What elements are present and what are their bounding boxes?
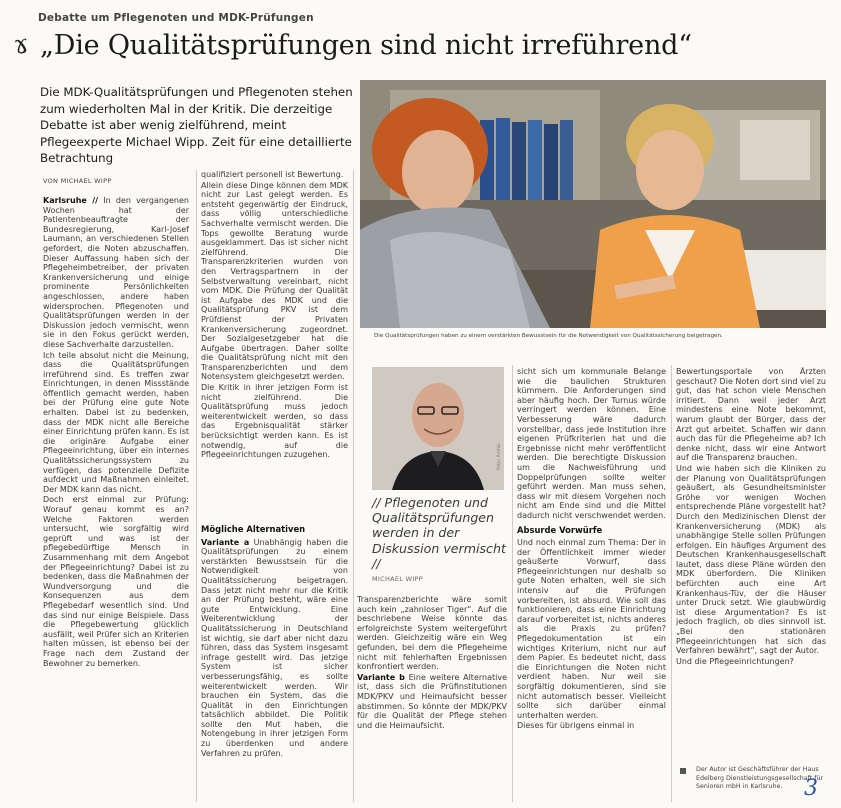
article-paragraph: Die Kritik in ihrer jetzigen Form ist nicht zielführend. Die Qualitätsprüfung muss jedoch weiterentwickelt werden, so dass das Ergebnisqualität stärker berücksichtigt werden kann. Es ist notwendig, auf die Pflegeeinrichtungen zuzugehen. [201,383,348,460]
photo-caption: Die Qualitätsprüfungen haben zu einem verstärkten Bewusstsein für die Notwendigkeit von Qualitätssicherung beigetragen. [374,333,723,339]
article-paragraph: Und wie haben sich die Kliniken zu der Planung von Qualitätsprüfungen geäußert, als Gesundheitsminister Gröhe vor wenigen Wochen entsprechende Pläne vorgestellt hat? Durch den Medizinischen Dienst der Krankenversicherung (MDK) als unabhängige Stelle sollen Prüfungen erfolgen. Ein häufiges Argument des Deutschen Krankenhausgesellschaft lautet, dass diese Pläne würden den MDK überfordern. Die Kliniken befürchten auch eine Art Krankenhaus-Tüv, der die Häuser unter Druck setzt. Wie glaubwürdig ist diese Argumentation? Es ist jedoch fraglich, ob dies sinnvoll ist. „Bei den stationären Pflegeeinrichtungen hat sich das Verfahren bewährt“, sagt der Autor. [676,463,826,656]
article-paragraph: sicht sich um kommunale Belange wie die baulichen Strukturen kümmern. Die Anforderungen sind aber häufig hoch. Der Turnus würde verringert werden können. Eine Verbesserung wäre dadurch vorstellbar, dass jede Institution ihre eigenen Prüfkriterien hat und die Ergebnisse nicht mehr veröffentlicht werden. Die berechtigte Diskussion um die Nachweisführung und Doppelprüfungen sollte weiter geführt werden. Man muss sehen, dass wir mit diesem Vorgehen noch nicht am Ende sind und die Mittel dadurch nicht verschwendet werden. [517,367,666,520]
author-portrait [372,367,504,490]
article-paragraph: Karlsruhe // In den vergangenen Wochen hat der Patientenbeauftragte der Bundesregierung, Karl-Josef Laumann, an verschiedenen Stellen gefordert, die Noten abzuschaffen. Dieser Auffassung haben sich der Pflegeheimbetreiber, der privaten Krankenversicherung und einige prominente Persönlichkeiten angeschlossen, andere haben widersprochen. Pflegenoten und Qualitätsprüfungen werden in der Diskussion jedoch vermischt, wenn sie in den Fokus gerückt werden, diese Sachverhalte darzustellen. [43,196,189,349]
portrait-credit: Foto: Archiv [497,443,502,470]
pull-quote: // Pflegenoten und Qualitätsprüfungen werden in der Diskussion vermischt // [372,495,506,571]
article-column-3 [357,595,507,802]
article-paragraph: Und noch einmal zum Thema: Der in der Öffentlichkeit immer wieder geäußerte Vorwurf, dass Pflegeeinrichtungen nur deshalb so gute Noten erhalten, weil sie sich intensiv auf die Prüfungen vorbereiten, ist absurd. Wie soll das funktionieren, dass eine Einrichtung darauf vorbereitet ist, nichts anderes als die Praxis zu prüfen? Pflegedokumentation ist ein wichtiges Kriterium, nicht nur auf dem Papier. Es bedeutet nicht, dass die Einrichtungen die Noten nicht verdient haben. Nur weil sie sorgfältig dokumentieren, sind sie nicht automatisch besser. Vielleicht sollte sich darüber einmal unterhalten werden. [517,538,666,720]
kicker: Debatte um Pflegenoten und MDK-Prüfungen [38,12,314,24]
column-rule [512,365,513,802]
article-paragraph: Dieses für übrigens einmal in [517,721,635,731]
article-paragraph: Und die Pflegeeinrichtungen? [676,656,794,666]
dateline: Karlsruhe // [43,196,99,205]
byline: VON MICHAEL WIPP [43,177,112,185]
article-column-5 [676,367,826,759]
article-paragraph: Variante b Eine weitere Alternative ist, dass sich die Prüfinstitutionen MDK/PKV und Heimaufsicht besser abstimmen. So könnte der MDK/PKV für die Qualität der Pflege stehen und die Heimaufsicht. [357,672,507,730]
article-paragraph: qualifiziert personell ist Bewertung. [201,170,344,179]
article-column-1 [43,196,189,802]
article-paragraph: Variante a Unabhängig haben die Qualitätsprüfungen zu einem verstärkten Bewusstsein für die Notwendigkeit von Qualitätssicherung beigetragen. Dass jetzt nicht mehr nur die Kritik an der Prüfung besteht, wäre eine gute Entwicklung. Eine Weiterentwicklung der Qualitätssicherung in Deutschland ist wichtig, sie darf aber nicht dazu führen, dass das System insgesamt infrage gestellt wird. Das jetzige System ist sicher verbesserungsfähig, es sollte weiterentwickelt werden. Wir brauchen ein System, das die Qualität in den Einrichtungen tatsächlich abbildet. Die Politik sollte den Mut haben, die Notengebung in ihrer jetzigen Form zu überdenken und andere Verfahren zu prüfen. [201,537,348,758]
bio-marker-icon [680,768,686,774]
article-paragraph: Allein diese Dinge können dem MDK nicht zur Last gelegt werden. Es entsteht gegenwärtig der Eindruck, dass völlig unterschiedliche Sachverhalte vermischt werden. Die Tops gewollte Beratung wurde ausgeklammert. Das ist sicher nicht zielführend. Die Transparenzkriterien wurden von den Vertragspartnern in der Selbstverwaltung vereinbart, nicht vom MDK. Die Prüfung der Qualität ist Aufgabe des MDK und die Qualitätsprüfung PKV ist dem Prüfdienst der Privaten Krankenversicherung zugeordnet. Der Sozialgesetzgeber hat die Aufgabe übertragen. Daher sollte die Qualitätsprüfung nicht mit den Transparenzberichten und dem Notensystem gleichgesetzt werden. [201,180,348,382]
lead-paragraph: Die MDK-Qualitätsprüfungen und Pflegenoten stehen zum wiederholten Mal in der Kritik. Die derzeitige Debatte ist aber wenig zielführend, meint Pflegeexperte Michael Wipp. Zeit für eine detaillierte Betrachtung [40,85,353,165]
subheading: Absurde Vorwürfe [517,524,603,535]
author-portrait-illustration [372,367,504,490]
article-paragraph: Doch erst einmal zur Prüfung: Worauf genau kommt es an? Welche Faktoren werden untersucht, wie sorgfältig wird geprüft und was ist der pflegebedürftige Mensch in Zusammenhang mit dem Angebot der Pflegeeinrichtung? Dabei ist zu bedenken, dass die Maßnahmen der Wundversorgung und die Konsequenzen aus dem Pflegebedarf wesentlich sind. Und das sind nur einige Beispiele. Dass die Pflegebewertung glücklich ausfällt, weil Prüfer sich an Kriterien halten müssen, ist ebenso bei der Frage nach dem Zustand der Bewohner zu bemerken. [43,495,189,668]
subheading: Mögliche Alternativen [201,524,306,534]
headline: „Die Qualitätsprüfungen sind nicht irreführend“ [40,30,692,61]
article-column-4 [517,367,666,802]
article-column-2-continued [201,520,348,775]
article-column-2 [201,170,348,520]
column-rule [353,170,354,802]
column-rule [671,365,672,802]
article-paragraph: Transparenzberichte wäre somit auch kein „zahnloser Tiger“. Auf die beschriebene Weise könnte das erfolgreichste System weitergeführt werden. Gleichzeitig wäre ein Weg gefunden, bei dem die Pflegeheime nicht mit fehlerhaften Ergebnissen konfrontiert werden. [357,595,507,672]
author-bio: Der Autor ist Geschäftsführer der Haus Edelberg Dienstleistungsgesellschaft für Senioren mbH in Karlsruhe. [696,766,824,790]
handwritten-mark: ɤ [11,29,31,61]
main-photo-illustration [360,80,826,328]
article-paragraph: Ich teile absolut nicht die Meinung, dass die Qualitätsprüfungen irreführend sind. Es treffen zwar Einrichtungen, in denen Missstände öffentlich gemacht werden, haben bei der Prüfung eine gute Note erhalten. Dabei ist zu bedenken, dass der MDK nicht alle Bereiche einer Einrichtung prüfen kann. Es ist die originäre Aufgabe einer Pflegeeinrichtung, über ein internes Qualitätssicherungssystem zu verfügen, das potenzielle Defizite aufdeckt und Maßnahmen einleitet. Der MDK kann das nicht. [43,350,189,494]
main-photo [360,80,826,328]
column-rule [196,170,197,802]
pull-quote-author: MICHAEL WIPP [372,575,423,583]
article-paragraph: Bewertungsportale von Ärzten geschaut? Die Noten dort sind viel zu gut, das hat schon viele Menschen irritiert. Dann weil jeder Arzt mindestens eine Note bekommt, warum glaubt der Bürger, dass der Arzt gut arbeitet. Schaffen wir dann auch das für die Pflegeheime ab? Ich denke nicht, dass wir eine Antwort auf die Transparenz brauchen. [676,367,826,463]
page-number: 3 [804,776,818,801]
